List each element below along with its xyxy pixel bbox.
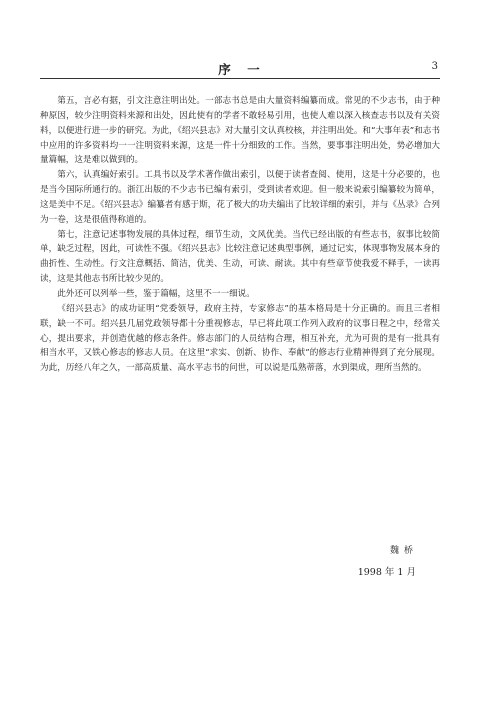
signature-date: 1998 年 1 月 <box>357 567 416 578</box>
page-number: 3 <box>431 61 438 72</box>
paragraph-point-five: 第五，言必有据，引文注意注明出处。一部志书总是由大量资料编纂而成。常见的不少志书，由于种种原因，较少注明资料来源和出处，因此使有的学者不敢轻易引用，也使人难以深入核查志书以及有关资料，以便进行进一步的研究。为此，《绍兴县志》对大量引文认真校核，并注明出处。和“大事年表”和志书中应用的许多资料均一一注明资料来源，这是一件十分细致的工作。当然，要事事注明出处，势必增加大量篇幅，这是难以做到的。 <box>40 96 440 166</box>
paragraph-point-six: 第六，认真编好索引。工具书以及学术著作做出索引，以便于读者查阅、使用，这是十分必要的，也是当今国际所通行的。浙江出版的不少志书已编有索引，受到读者欢迎。但一般来说索引编纂较为简单，这是美中不足。《绍兴县志》编纂者有感于斯，花了极大的功夫编出了比较详细的索引，并与《丛录》合列为一卷，这是很值得称道的。 <box>40 170 440 225</box>
author-signature: 魏桥 <box>389 546 418 556</box>
paragraph-point-seven: 第七，注意记述事物发展的具体过程，细节生动，文风优美。当代已经出版的有些志书，叙事比较简单，缺乏过程，因此，可读性不强。《绍兴县志》比较注意记述典型事例，通过记实，体现事物发展本身的曲折性、生动性。行文注意概括、简洁，优美、生动，可读、耐读。其中有些章节使我爱不释手，一读再读，这是其他志书所比较少见的。 <box>40 229 440 285</box>
paragraph-additional: 此外还可以列举一些，鉴于篇幅，这里不一一细说。 <box>57 288 255 299</box>
paragraph-conclusion: 《绍兴县志》的成功证明“党委领导，政府主持，专家修志”的基本格局是十分正确的。而且三者相联，缺一不可。绍兴县几届党政领导都十分重视修志，早已将此项工作列入政府的议事日程之中，经常关心，提出要求，并创造优越的修志条件。修志部门的人员结构合理，相互补充，尤为可贵的是有一批具有相当水平，又铁心修志的修志人员。在这里“求实、创新、协作、奉献”的修志行业精神得到了充分展现。为此，历经八年之久，一部高质量、高水平志书的问世，可以说是瓜熟蒂落，水到渠成，理所当然的。 <box>40 303 440 374</box>
page-header <box>40 56 440 79</box>
body-text <box>40 94 440 376</box>
page-title: 序 一 <box>218 62 262 77</box>
